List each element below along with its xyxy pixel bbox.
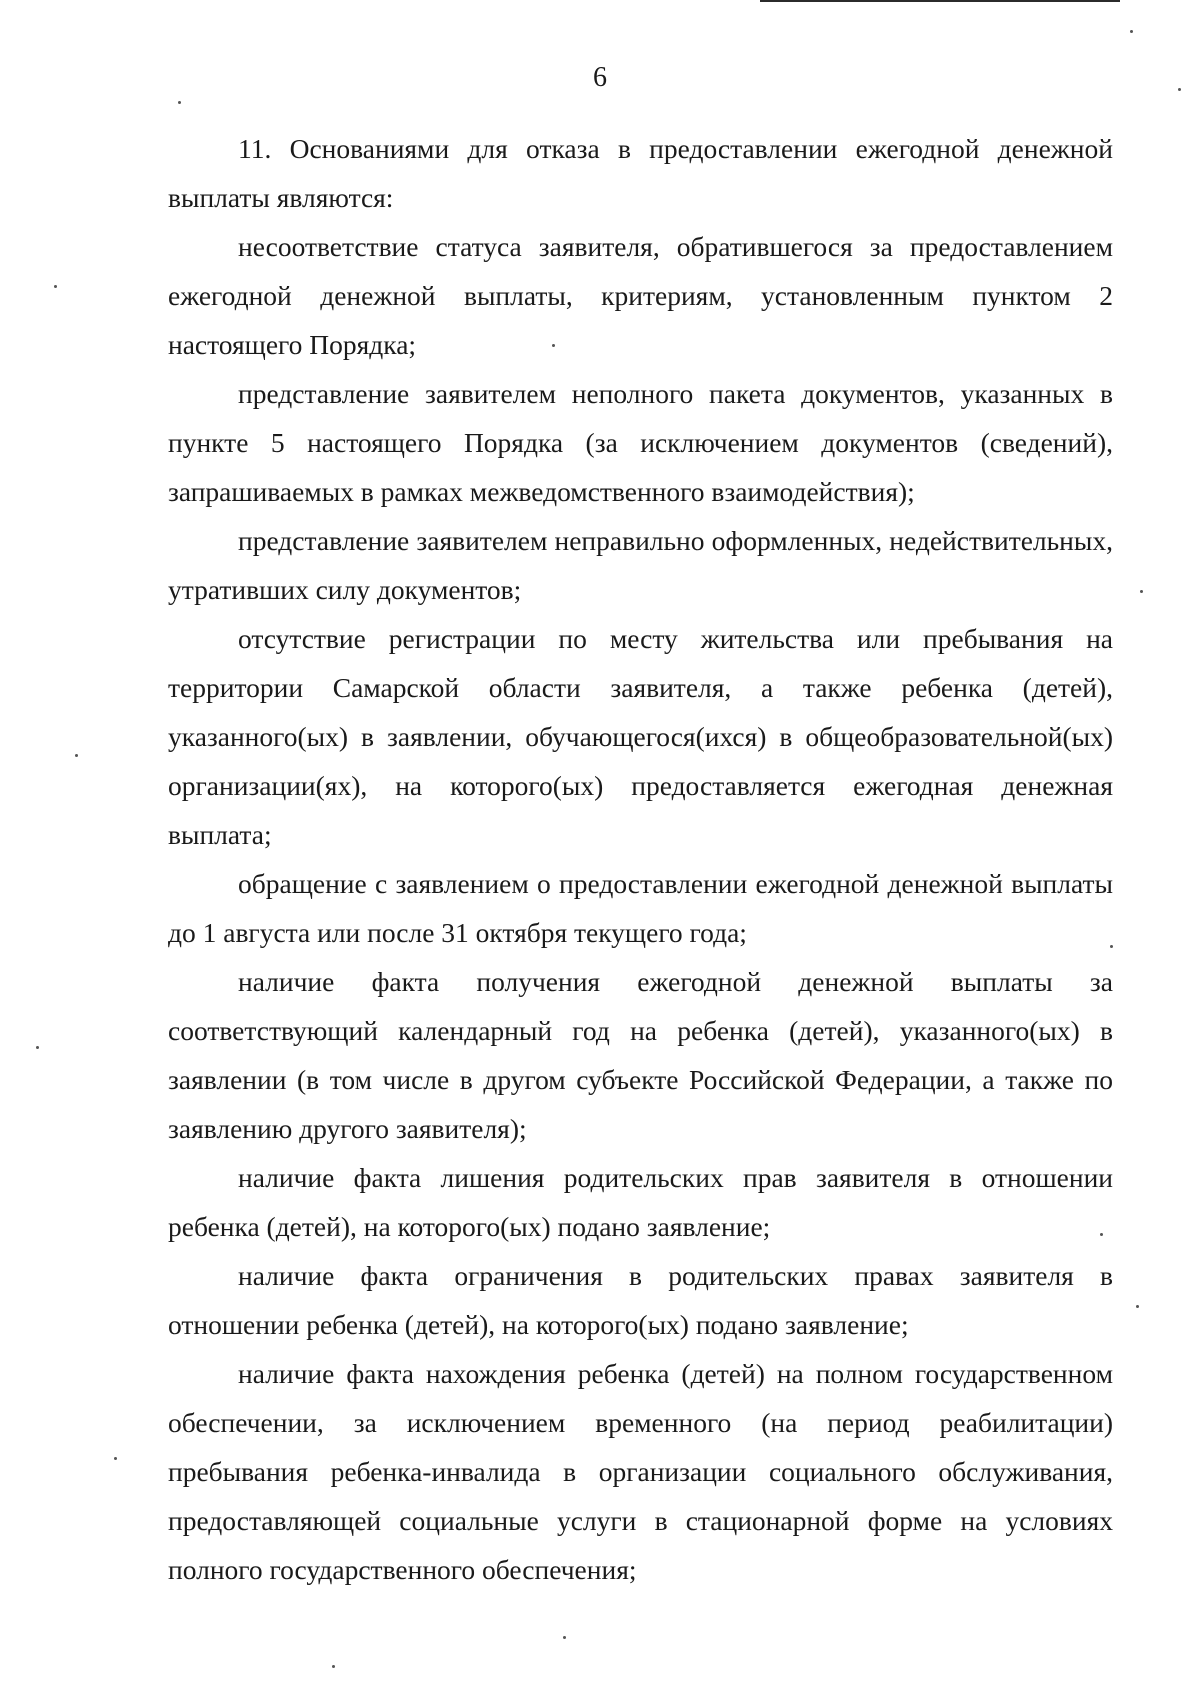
scan-speck <box>178 101 181 104</box>
scan-speck <box>1140 590 1143 593</box>
scan-speck <box>114 1457 117 1460</box>
scan-speck <box>1178 88 1181 91</box>
scan-speck <box>54 285 57 288</box>
scan-top-edge-line <box>760 0 1120 2</box>
paragraph-full-state-support: наличие факта нахождения ребенка (детей) на полном государственном обеспечении, за исключением временного (на период реабилитации) пребывания ребенка-инвалида в организации социального обслуживания, предоставляющей социальные услуги в стационарной форме на условиях полного государственного обеспечения; <box>168 1358 1113 1585</box>
scan-speck <box>563 1636 566 1639</box>
scan-speck <box>552 344 555 347</box>
paragraph-parental-rights-deprivation: наличие факта лишения родительских прав заявителя в отношении ребенка (детей), на которого(ых) подано заявление; <box>168 1162 1113 1242</box>
paragraph-no-registration: отсутствие регистрации по месту жительства или пребывания на территории Самарской области заявителя, а также ребенка (детей), указанного(ых) в заявлении, обучающегося(ихся) в общеобразовательной(ых) организации(ях), на которого(ых) предоставляется ежегодная денежная выплата; <box>168 623 1113 850</box>
scan-speck <box>1100 1233 1103 1236</box>
paragraph-refusal-grounds-heading: 11. Основаниями для отказа в предоставлении ежегодной денежной выплаты являются: <box>168 133 1113 213</box>
paragraph-payment-already-received: наличие факта получения ежегодной денежной выплаты за соответствующий календарный год на ребенка (детей), указанного(ых) в заявлении (в том числе в другом субъекте Российской Федерации, а также по заявлению другого заявителя); <box>168 966 1113 1144</box>
paragraph-application-deadline: обращение с заявлением о предоставлении ежегодной денежной выплаты до 1 августа или после 31 октября текущего года; <box>168 868 1113 948</box>
scan-speck <box>1130 30 1133 33</box>
paragraph-invalid-documents: представление заявителем неправильно оформленных, недействительных, утративших силу документов; <box>168 525 1113 605</box>
paragraph-parental-rights-restriction: наличие факта ограничения в родительских правах заявителя в отношении ребенка (детей), на которого(ых) подано заявление; <box>168 1260 1113 1340</box>
paragraph-status-mismatch: несоответствие статуса заявителя, обратившегося за предоставлением ежегодной денежной выплаты, критериям, установленным пунктом 2 настоящего Порядка; <box>168 231 1113 360</box>
scan-speck <box>332 1665 335 1668</box>
paragraph-incomplete-documents: представление заявителем неполного пакета документов, указанных в пункте 5 настоящего Порядка (за исключением документов (сведений), запрашиваемых в рамках межведомственного взаимодействия); <box>168 378 1113 507</box>
page-number: 6 <box>593 62 607 93</box>
scan-speck <box>1110 945 1113 948</box>
scan-speck <box>1136 1305 1139 1308</box>
scan-speck <box>36 1046 39 1049</box>
document-body <box>168 124 1113 1594</box>
scan-speck <box>75 754 78 757</box>
